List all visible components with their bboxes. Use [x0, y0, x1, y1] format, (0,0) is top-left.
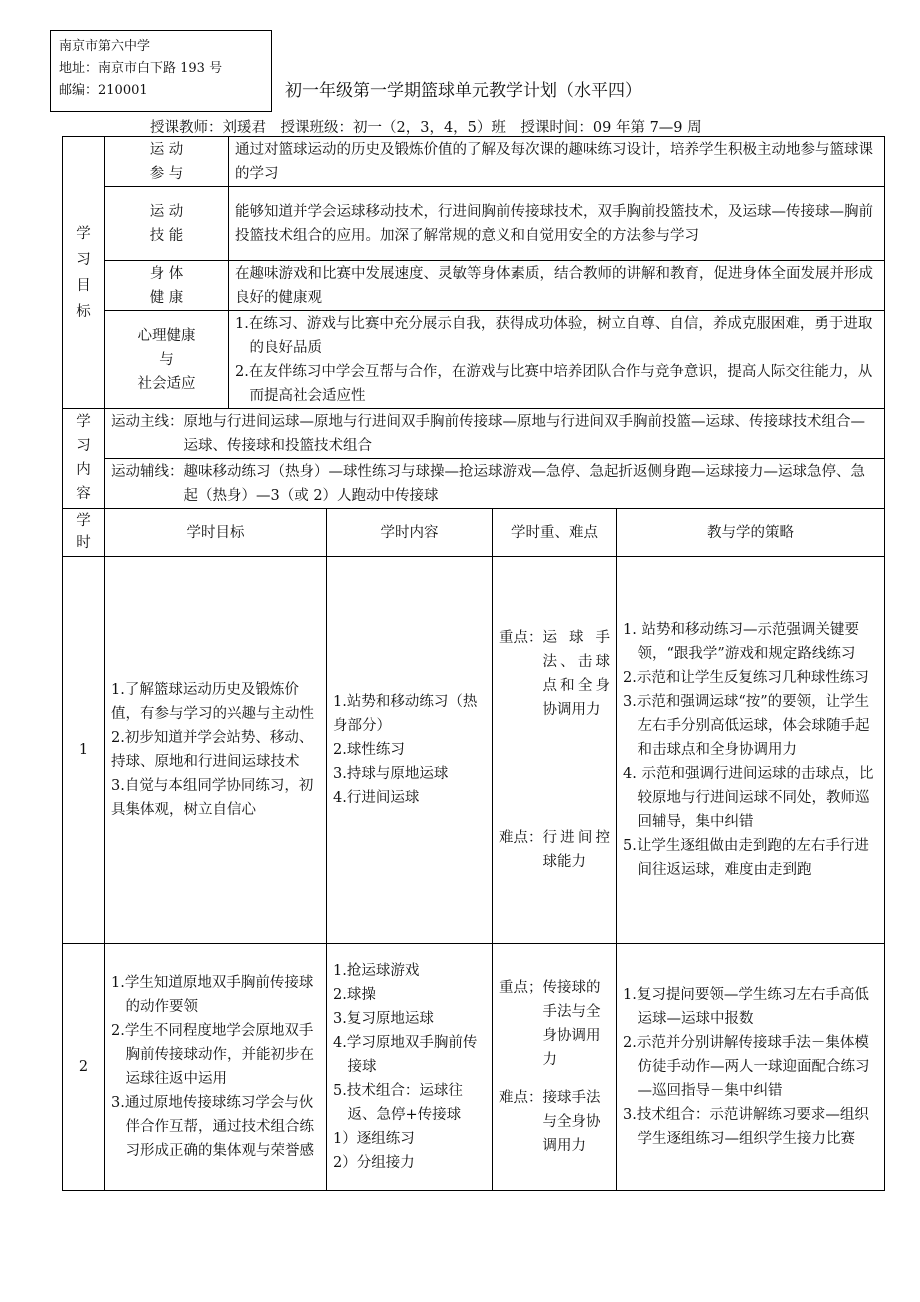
list-item: 3.持球与原地运球 [333, 766, 449, 782]
objective-text [229, 311, 885, 409]
list-item: 1.复习提问要领—学生练习左右手高低运球—运球中报数 [623, 987, 869, 1027]
school-address: 地址：南京市白下路 193 号 [59, 61, 223, 76]
content-main-text: 原地与行进间运球—原地与行进间双手胸前传接球—原地与行进间双手胸前投篮—运球、传接球技术组合—运球、传接球和投篮技术组合 [183, 413, 865, 454]
list-item: 4.学习原地双手胸前传接球 [333, 1035, 478, 1075]
lesson-strategies [617, 557, 885, 944]
content-main-line [105, 409, 885, 459]
list-item: 2.球性练习 [333, 742, 405, 758]
table-row [63, 557, 885, 944]
school-info-box [50, 30, 272, 112]
header-key-points: 学时重、难点 [493, 509, 617, 557]
content-aux-line [105, 459, 885, 509]
list-item: 2.初步知道并学会站势、移动、持球、原地和行进间运球技术 [111, 730, 314, 770]
list-item: 5.技术组合：运球往返、急停+传接球 [333, 1083, 463, 1123]
list-item: 2.学生不同程度地学会原地双手胸前传接球动作，并能初步在运球往返中运用 [111, 1023, 314, 1087]
list-item: 3.自觉与本组同学协同练习，初具集体观，树立自信心 [111, 778, 314, 818]
list-item: 1）逐组练习 [333, 1131, 415, 1147]
objective-item: 1.在练习、游戏与比赛中充分展示自我，获得成功体验，树立自尊、自信，养成克服困难，勇于进取的良好品质 [235, 315, 873, 356]
page-title: 初一年级第一学期篮球单元教学计划（水平四） [285, 81, 642, 101]
content-main-label: 运动主线： [111, 413, 184, 430]
objective-row-skills [63, 187, 885, 261]
header-strategies: 教与学的策略 [617, 509, 885, 557]
list-item: 4.行进间运球 [333, 790, 420, 806]
list-item: 3.复习原地运球 [333, 1011, 434, 1027]
list-item: 1.抢运球游戏 [333, 963, 420, 979]
list-item: 2.示范并分别讲解传接球手法－集体模仿徒手动作—两人一球迎面配合练习—巡回指导－集中纠错 [623, 1035, 870, 1099]
difficulty-point: 难点： 接球手法与全身协调用力 [499, 1090, 601, 1154]
objective-item: 2.在友伴练习中学会互帮与合作，在游戏与比赛中培养团队合作与竞争意识，提高人际交往能力，从而提高社会适应性 [235, 363, 873, 404]
header-contents: 学时内容 [327, 509, 493, 557]
list-item: 4. 示范和强调行进间运球的击球点，比较原地与行进间运球不同处，教师巡回辅导，集中纠错 [623, 766, 874, 830]
objective-label: 运 动 参 与 [105, 137, 229, 187]
list-item: 3.示范和强调运球“按”的要领，让学生左右手分别高低运球，体会球随手起和击球点和全身协调用力 [623, 694, 870, 758]
school-postcode: 邮编：210001 [59, 83, 148, 98]
list-item: 2）分组接力 [333, 1155, 415, 1171]
content-header [63, 409, 105, 509]
objective-row-social [63, 311, 885, 409]
lesson-key-points [493, 944, 617, 1191]
list-item: 3.技术组合：示范讲解练习要求—组织学生逐组练习—组织学生接力比赛 [623, 1107, 869, 1147]
objective-label: 身 体 健 康 [105, 261, 229, 311]
list-item: 1.站势和移动练习（热身部分） [333, 694, 478, 734]
course-info-line: 授课教师：刘瑗君 授课班级：初一（2，3，4，5）班 授课时间：09 年第 7—9 周 [150, 120, 702, 136]
lesson-key-points [493, 557, 617, 944]
lesson-goals [105, 944, 327, 1191]
lesson-number: 2 [63, 944, 105, 1191]
lesson-contents [327, 944, 493, 1191]
objective-text: 通过对篮球运动的历史及锻炼价值的了解及每次课的趣味练习设计，培养学生积极主动地参与篮球课的学习 [229, 137, 885, 187]
plan-table [62, 136, 885, 1191]
content-aux-label: 运动辅线： [111, 463, 184, 480]
list-item: 1.学生知道原地双手胸前传接球的动作要领 [111, 975, 314, 1015]
objective-text: 在趣味游戏和比赛中发展速度、灵敏等身体素质，结合教师的讲解和教育，促进身体全面发展并形成良好的健康观 [229, 261, 885, 311]
key-point: 重点； 传接球的手法与全身协调用力 [499, 980, 601, 1068]
lesson-number: 1 [63, 557, 105, 944]
objective-row-participation [63, 137, 885, 187]
header-goals: 学时目标 [105, 509, 327, 557]
lesson-strategies [617, 944, 885, 1191]
list-item: 5.让学生逐组做由走到跑的左右手行进间往返运球，难度由走到跑 [623, 838, 869, 878]
key-point: 重点： 运球手法、击球点和全身协调用力 [499, 630, 610, 718]
table-row [63, 944, 885, 1191]
objective-label: 心理健康 与 社会适应 [105, 311, 229, 409]
objective-label: 运 动 技 能 [105, 187, 229, 261]
list-item: 1. 站势和移动练习—示范强调关键要领，“跟我学”游戏和规定路线练习 [623, 622, 859, 662]
school-name: 南京市第六中学 [59, 39, 151, 54]
list-item: 2.示范和让学生反复练习几种球性练习 [623, 670, 869, 686]
content-header-text: 学习内容 [76, 414, 91, 502]
list-item: 3.通过原地传接球练习学会与伙伴合作互帮，通过技术组合练习形成正确的集体观与荣誉感 [111, 1095, 314, 1159]
list-item: 2.球操 [333, 987, 376, 1003]
lesson-goals [105, 557, 327, 944]
lesson-contents [327, 557, 493, 944]
objective-row-health [63, 261, 885, 311]
list-item: 1.了解篮球运动历史及锻炼价值，有参与学习的兴趣与主动性 [111, 682, 314, 722]
content-row-main [63, 409, 885, 459]
content-row-aux [63, 459, 885, 509]
objectives-header [63, 137, 105, 409]
objective-text: 能够知道并学会运球移动技术，行进间胸前传接球技术，双手胸前投篮技术，及运球—传接球—胸前投篮技术组合的应用。加深了解常规的意义和自觉用安全的方法参与学习 [229, 187, 885, 261]
objectives-header-text: 学习目标 [76, 225, 91, 320]
content-aux-text: 趣味移动练习（热身）—球性练习与球操—抢运球游戏—急停、急起折返侧身跑—运球接力—运球急停、急起（热身）—3（或 2）人跑动中传接球 [183, 463, 865, 504]
header-period: 学时 [63, 509, 105, 557]
difficulty-point: 难点： 行进间控球能力 [499, 830, 610, 870]
schedule-header-row [63, 509, 885, 557]
